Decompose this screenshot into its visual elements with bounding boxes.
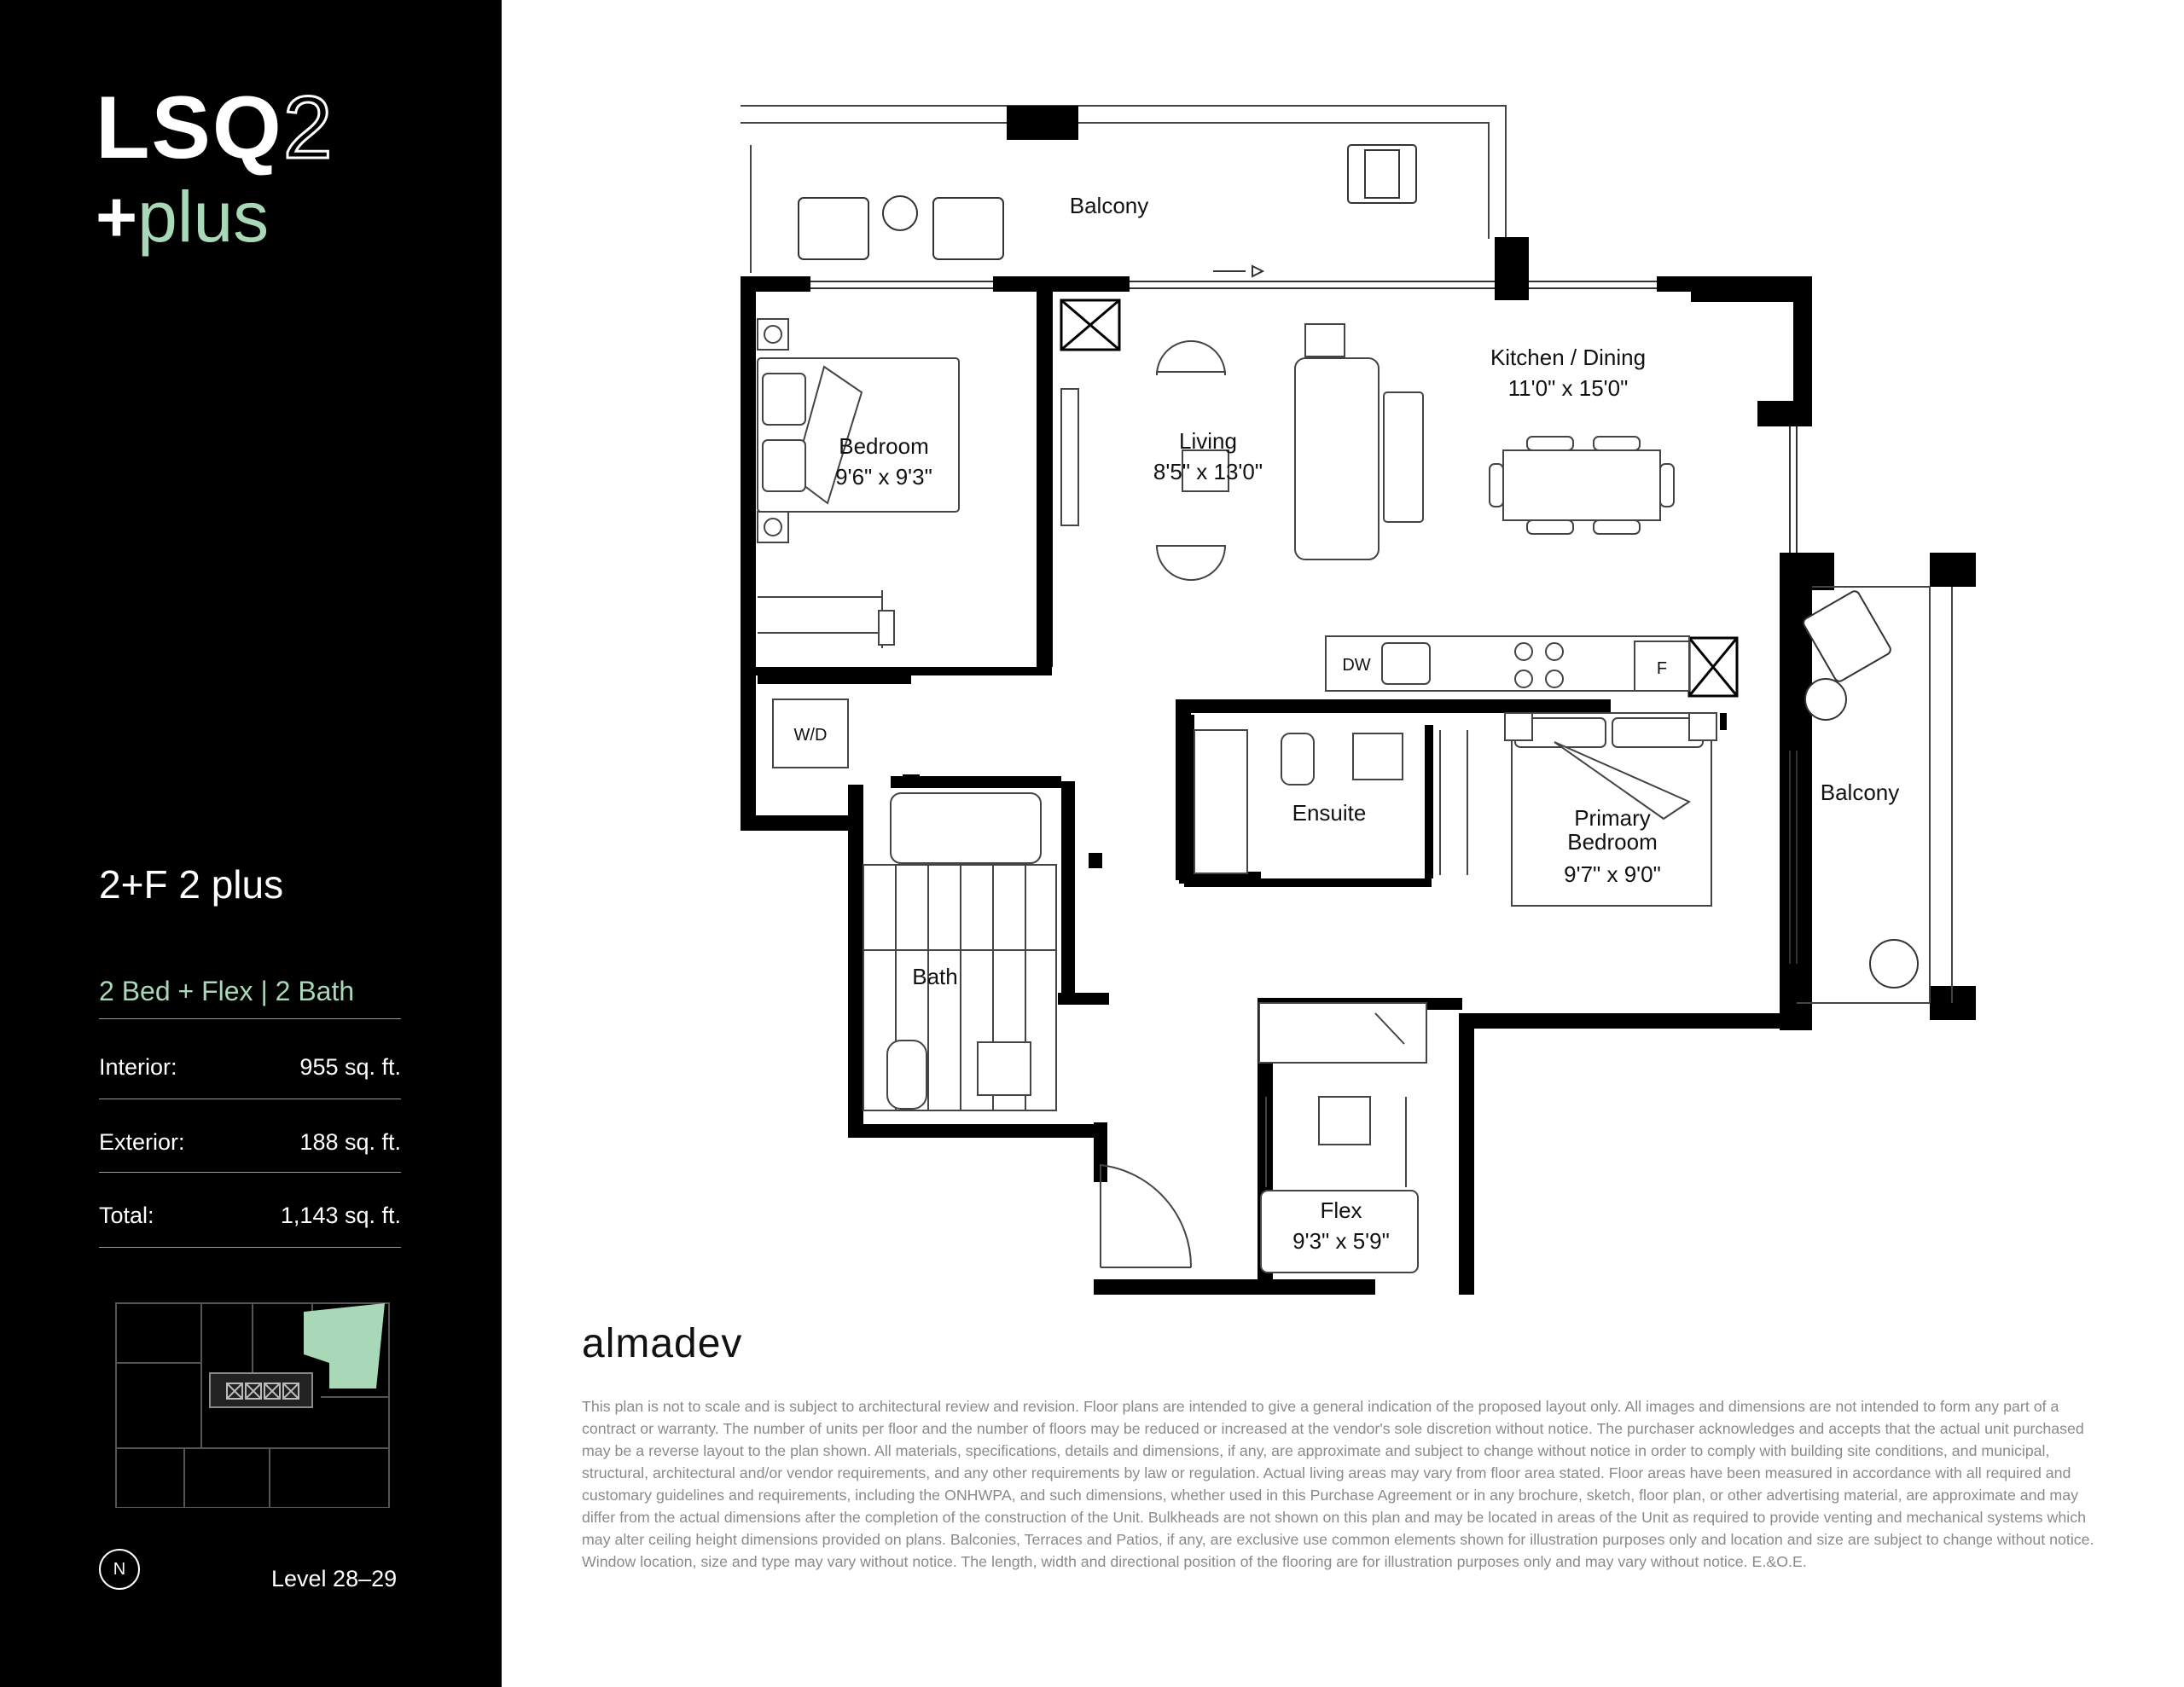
stat-label: Exterior: [99,1129,185,1155]
flex-dims: 9'3" x 5'9" [1292,1228,1390,1254]
unit-type: 2 Bed + Flex | 2 Bath [99,976,355,1006]
dishwasher-label: DW [1342,656,1371,675]
stat-value: 955 sq. ft. [299,1054,401,1080]
bedroom-dims: 9'6" x 9'3" [835,464,932,490]
stat-interior [99,1054,401,1088]
kitchen-dims: 11'0" x 15'0" [1507,375,1629,401]
stat-total [99,1203,401,1237]
living-name: Living [1179,428,1237,454]
living-furniture [1061,324,1423,580]
flex-name: Flex [1320,1197,1362,1223]
developer-logo: almadev [582,1321,743,1366]
stat-label: Total: [99,1203,154,1228]
legal-disclaimer: This plan is not to scale and is subject to architectural review and revision. Floor plans are intended to give a general indication of the proposed layout only. All images and dimensions are not intended to form any part of a contract or warranty. The number of units per floor and the number of floors may be reduced or increased at the vendor's sole discretion without notice. The purchaser acknowledges and accepts that the actual unit purchased may be a reverse layout to the plan shown. All materials, specifications, details and dimensions, if any, are approximate and subject to change without notice in order to comply with building site conditions, and municipal, structural, architectural and/or vendor requirements, and any other requirements by law or regulation. Actual living areas may vary from floor area stated. Floor areas have been measured in accordance with all required and customary guidelines and requirements, including the ONHWPA, and such dimensions, whether used in this Purchase Agreement or in any brochure, sketch, floor plan, or other advertising material, are approximate and may differ from the actual dimensions after the completion of the construction of the Unit. Bulkheads are not shown on this plan and may be located in areas of the Unit as required to provide venting and mechanical systems which may alter ceiling height dimensions provided on plans. Balconies, Terraces and Patios, if any, are exclusive use common elements shown for illustration purposes only and location and size are subject to change without notice. Window location, size and type may vary without notice. The length, width and directional position of the flooring are for illustration purposes only and may vary without notice. E.&O.E. [582,1398,2094,1570]
unit-name: 2+F 2 plus [99,862,284,907]
stat-value: 188 sq. ft. [299,1129,401,1155]
primary-name-2: Bedroom [1567,829,1658,855]
bath-fixtures [863,793,1056,1110]
kitchen-name: Kitchen / Dining [1490,345,1647,370]
column [1495,237,1529,300]
divider [99,1018,401,1019]
divider [99,1247,401,1248]
bath-label: Bath [912,964,958,989]
living-dims: 8'5" x 13'0" [1153,459,1263,484]
project-logo-plus: +plus [96,177,270,257]
info-sidebar [0,0,502,1687]
stat-exterior [99,1129,401,1163]
stat-label: Interior: [99,1054,177,1080]
fridge-label: F [1656,659,1668,678]
compass-north-icon: N [99,1549,140,1590]
wd-label: W/D [793,726,828,745]
primary-name: Primary [1574,805,1651,831]
dining-table [1490,437,1674,534]
bedroom-name: Bedroom [839,433,929,459]
ensuite-label: Ensuite [1292,800,1367,826]
entry-door [1101,1165,1191,1267]
balcony-top-label: Balcony [1069,193,1149,218]
project-logo: LSQ2 [96,78,334,177]
balcony-right-label: Balcony [1820,780,1900,805]
divider [99,1172,401,1173]
stat-value: 1,143 sq. ft. [280,1203,401,1228]
level-label: Level 28–29 [271,1566,398,1591]
floor-plan [502,0,2184,1330]
kitchen-counter [1326,636,1689,691]
primary-dims: 9'7" x 9'0" [1564,861,1661,887]
key-plan [99,1295,406,1508]
column [1007,106,1078,140]
